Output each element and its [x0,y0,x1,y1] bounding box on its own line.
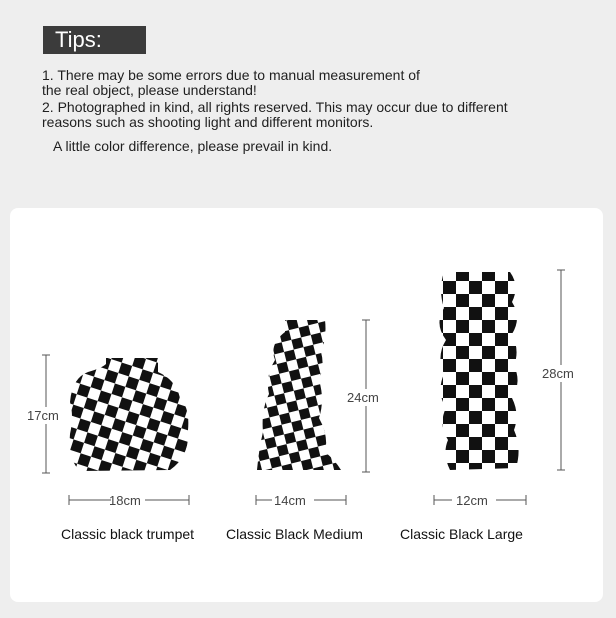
product-name-large: Classic Black Large [400,526,523,542]
width-label-large: 12cm [456,493,488,508]
height-label-large: 28cm [542,366,574,381]
vase-large-checker [430,268,530,474]
height-label-medium: 24cm [347,390,379,405]
tips-badge: Tips: [43,26,146,54]
tip-line-1b: the real object, please understand! [42,82,257,98]
width-label-small: 18cm [109,493,141,508]
tip-line-2b: reasons such as shooting light and different monitors. [42,114,374,130]
product-card [10,208,603,602]
product-name-medium: Classic Black Medium [226,526,363,542]
vase-small-checker [66,356,192,474]
width-label-medium: 14cm [274,493,306,508]
tip-line-1a: 1. There may be some errors due to manual measurement of [42,67,420,83]
vase-medium-checker [255,318,345,476]
tip-line-3: A little color difference, please prevail in kind. [53,138,333,154]
product-name-small: Classic black trumpet [61,526,195,542]
tip-line-2a: 2. Photographed in kind, all rights reserved. This may occur due to different [42,99,508,115]
height-label-small: 17cm [27,408,59,423]
